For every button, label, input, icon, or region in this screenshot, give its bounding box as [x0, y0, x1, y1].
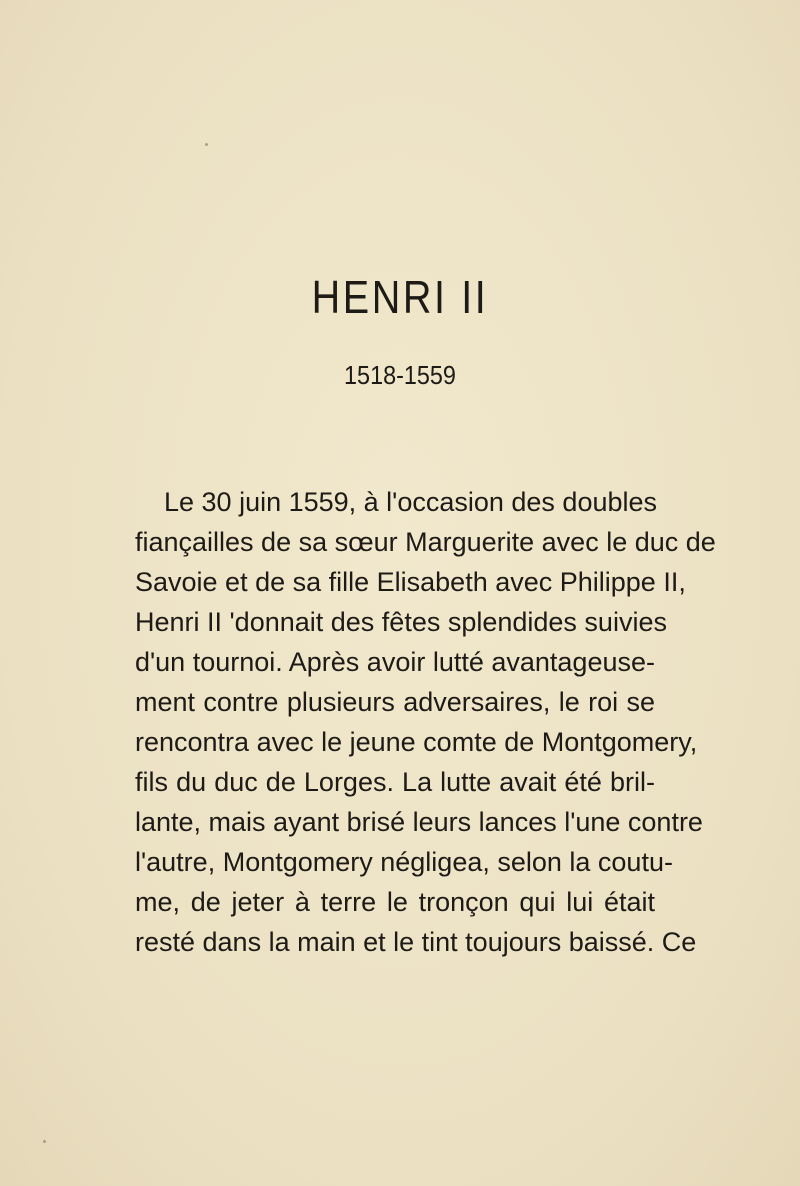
text-line: ment contre plusieurs adversaires, le roi se — [135, 687, 655, 717]
body-text — [135, 482, 716, 962]
text-line: fils du duc de Lorges. La lutte avait été bril- — [135, 767, 655, 797]
text-line: d'un tournoi. Après avoir lutté avantageuse- — [135, 647, 655, 677]
text-line: l'autre, Montgomery négligea, selon la coutu- — [135, 847, 673, 877]
paper-speck — [43, 1140, 46, 1143]
text-line: Henri II 'donnait des fêtes splendides suivies — [135, 607, 667, 637]
chapter-title: HENRI II — [311, 271, 489, 323]
chapter-dates: 1518-1559 — [344, 360, 456, 390]
paper-speck — [205, 143, 208, 146]
text-line: Le 30 juin 1559, à l'occasion des doubles — [164, 487, 658, 517]
text-line: Savoie et de sa fille Elisabeth avec Philippe II, — [135, 567, 686, 597]
text-line: resté dans la main et le tint toujours baissé. Ce — [135, 927, 697, 957]
text-line: lante, mais ayant brisé leurs lances l'une contre — [135, 807, 703, 837]
text-line: fiançailles de sa sœur Marguerite avec le duc de — [135, 527, 716, 557]
text-line: rencontra avec le jeune comte de Montgomery, — [135, 727, 698, 757]
text-line: me, de jeter à terre le tronçon qui lui était — [135, 887, 655, 917]
